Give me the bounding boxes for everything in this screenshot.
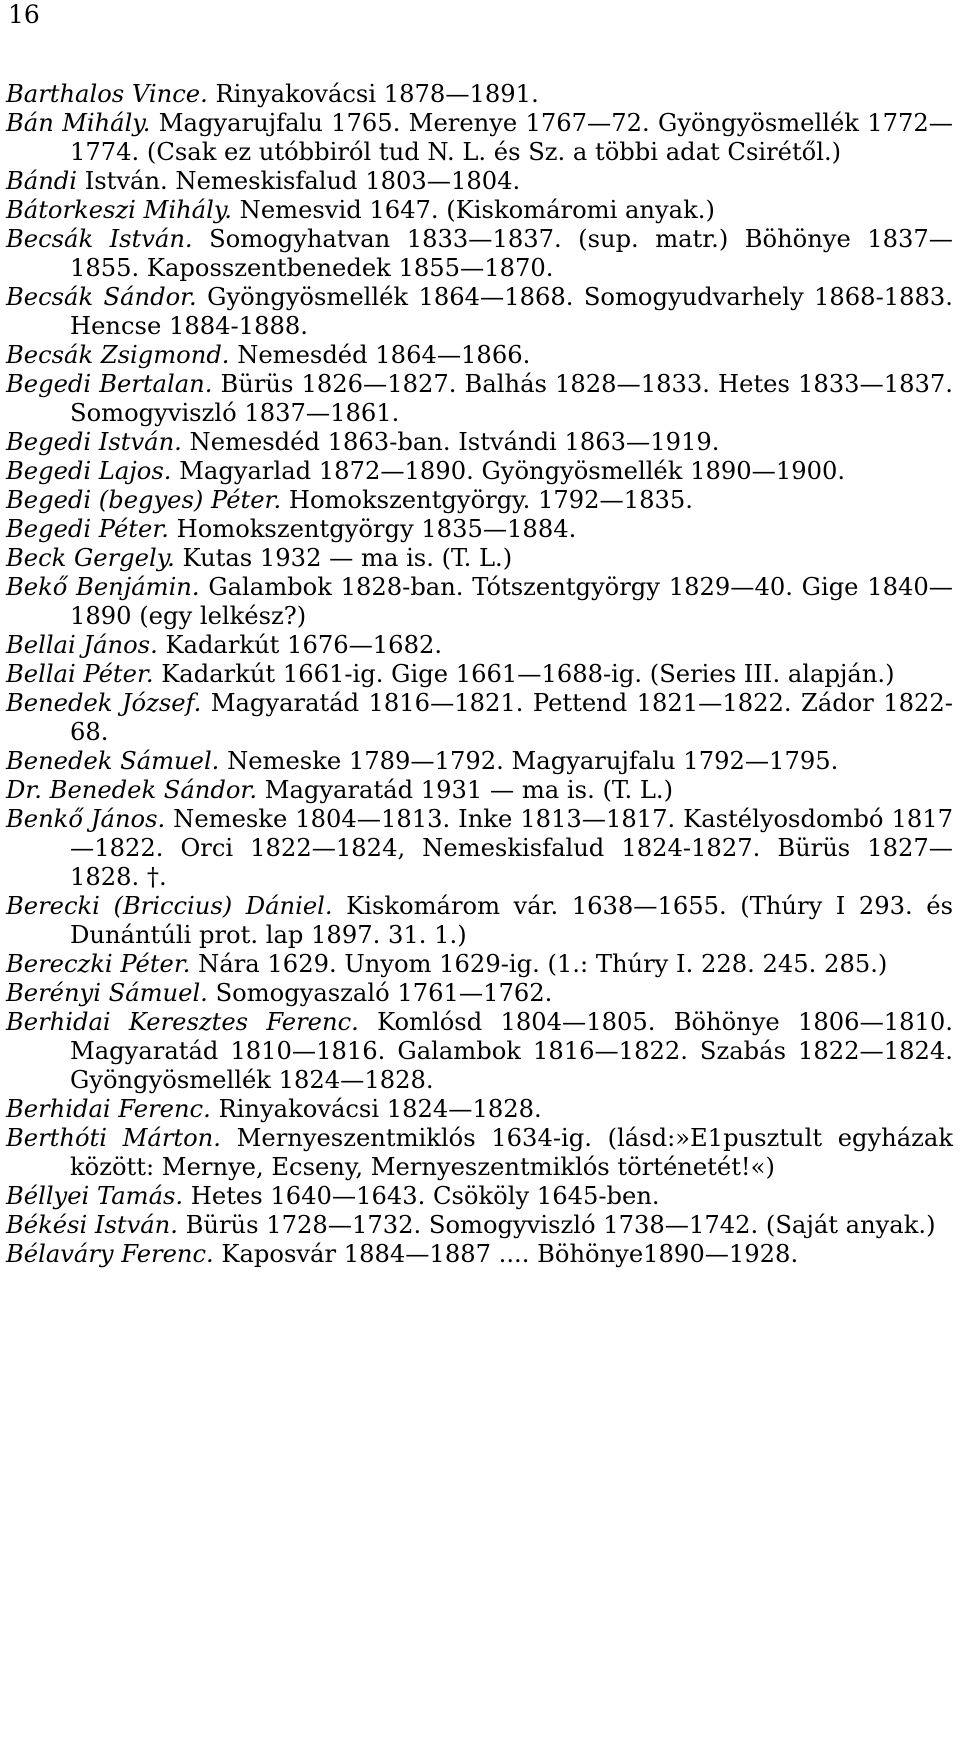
entry-details: Nemesdéd 1863-ban. Istvándi 1863—1919.: [181, 428, 720, 456]
entry-list: [6, 80, 953, 1269]
entry-details: Kaposvár 1884—1887 .... Böhönye1890—1928.: [213, 1240, 799, 1268]
entry-name: Bátorkeszi Mihály.: [6, 196, 232, 224]
entry: [6, 283, 953, 341]
entry-details: Rinyakovácsi 1824—1828.: [210, 1095, 542, 1123]
entry-details: Komlósd 1804—1805. Böhönye 1806—1810. Magyaratád 1810—1816. Galambok 1816—1822. Szabás 1822—1824. Gyöngyösmellék 1824—1828.: [70, 1008, 953, 1094]
entry: [6, 457, 953, 486]
entry-details: Nára 1629. Unyom 1629-ig. (1.: Thúry I. 228. 245. 285.): [190, 950, 888, 978]
entry: [6, 196, 953, 225]
entry-details: István. Nemeskisfalud 1803—1804.: [77, 167, 521, 195]
entry-details: Magyarujfalu 1765. Merenye 1767—72. Gyöngyösmellék 1772—1774. (Csak ez utóbbiról tud N. L. és Sz. a többi adat Csirétől.): [70, 109, 953, 166]
entry-name: Dr. Benedek Sándor.: [6, 776, 258, 804]
entry: [6, 486, 953, 515]
entry: [6, 805, 953, 892]
entry: [6, 950, 953, 979]
entry-name: Berecki (Briccius) Dániel.: [6, 892, 333, 920]
entry-name: Bán Mihály.: [6, 109, 151, 137]
entry-details: Kiskomárom vár. 1638—1655. (Thúry I 293. és Dunántúli prot. lap 1897. 31. 1.): [70, 892, 953, 949]
entry-details: Kadarkút 1661-ig. Gige 1661—1688-ig. (Series III. alapján.): [153, 660, 895, 688]
entry: [6, 1211, 953, 1240]
page-number: 16: [8, 0, 40, 29]
entry: [6, 515, 953, 544]
entry-name: Bándi: [6, 167, 77, 195]
entry-name: Berthóti Márton.: [6, 1124, 221, 1152]
entry-name: Berhidai Keresztes Ferenc.: [6, 1008, 359, 1036]
entry-name: Bellai János.: [6, 631, 158, 659]
entry: [6, 1240, 953, 1269]
entry-details: Mernyeszentmiklós 1634-ig. (lásd:»E1pusztult egyházak között: Mernye, Ecseny, Mernyeszentmiklós történetét!«): [70, 1124, 953, 1181]
entry-name: Begedi Bertalan.: [6, 370, 213, 398]
entry: [6, 1182, 953, 1211]
entry-details: Nemeske 1789—1792. Magyarujfalu 1792—1795.: [219, 747, 839, 775]
entry: [6, 631, 953, 660]
entry-name: Bereczki Péter.: [6, 950, 191, 978]
entry-details: Magyaratád 1931 — ma is. (T. L.): [257, 776, 674, 804]
entry-name: Béllyei Tamás.: [6, 1182, 184, 1210]
entry: [6, 167, 953, 196]
entry-name: Begedi István.: [6, 428, 182, 456]
entry-details: Bürüs 1728—1732. Somogyviszló 1738—1742. (Saját anyak.): [177, 1211, 936, 1239]
entry-name: Barthalos Vince.: [6, 80, 208, 108]
entry-details: Magyaratád 1816—1821. Pettend 1821—1822. Zádor 1822-68.: [70, 689, 953, 746]
entry: [6, 428, 953, 457]
entry-name: Békési István.: [6, 1211, 178, 1239]
entry: [6, 80, 953, 109]
entry-details: Kadarkút 1676—1682.: [157, 631, 443, 659]
entry-name: Bellai Péter.: [6, 660, 154, 688]
entry: [6, 660, 953, 689]
entry-details: Hetes 1640—1643. Csököly 1645-ben.: [183, 1182, 660, 1210]
entry-name: Begedi (begyes) Péter.: [6, 486, 282, 514]
entry: [6, 370, 953, 428]
entry-name: Benedek József.: [6, 689, 202, 717]
entry-name: Berényi Sámuel.: [6, 979, 208, 1007]
entry: [6, 573, 953, 631]
entry-details: Somogyaszaló 1761—1762.: [207, 979, 553, 1007]
entry: [6, 1008, 953, 1095]
entry-name: Becsák Sándor.: [6, 283, 197, 311]
entry-details: Gyöngyösmellék 1864—1868. Somogyudvarhely 1868-1883. Hencse 1884-1888.: [70, 283, 953, 340]
entry-details: Kutas 1932 — ma is. (T. L.): [174, 544, 513, 572]
entry-details: Rinyakovácsi 1878—1891.: [207, 80, 539, 108]
entry-name: Begedi Lajos.: [6, 457, 172, 485]
entry: [6, 544, 953, 573]
entry: [6, 341, 953, 370]
entry: [6, 225, 953, 283]
entry-name: Bekő Benjámin.: [6, 573, 200, 601]
entry: [6, 979, 953, 1008]
entry: [6, 747, 953, 776]
entry: [6, 689, 953, 747]
entry-details: Bürüs 1826—1827. Balhás 1828—1833. Hetes 1833—1837. Somogyviszló 1837—1861.: [70, 370, 953, 427]
entry: [6, 1095, 953, 1124]
entry-details: Nemesdéd 1864—1866.: [229, 341, 531, 369]
entry-name: Begedi Péter.: [6, 515, 169, 543]
entry-details: Homokszentgyörgy. 1792—1835.: [281, 486, 693, 514]
entry: [6, 776, 953, 805]
entry-details: Galambok 1828-ban. Tótszentgyörgy 1829—40. Gige 1840—1890 (egy lelkész?): [70, 573, 953, 630]
entry-details: Nemeske 1804—1813. Inke 1813—1817. Kastélyosdombó 1817—1822. Orci 1822—1824, Nemeskisfalud 1824-1827. Bürüs 1827—1828. †.: [70, 805, 953, 891]
entry: [6, 892, 953, 950]
entry: [6, 1124, 953, 1182]
entry-details: Homokszentgyörgy 1835—1884.: [168, 515, 577, 543]
entry-details: Magyarlad 1872—1890. Gyöngyösmellék 1890—1900.: [171, 457, 846, 485]
entry-details: Nemesvid 1647. (Kiskomáromi anyak.): [231, 196, 715, 224]
entry: [6, 109, 953, 167]
entry-name: Beck Gergely.: [6, 544, 175, 572]
entry-name: Berhidai Ferenc.: [6, 1095, 211, 1123]
entry-name: Bélaváry Ferenc.: [6, 1240, 214, 1268]
entry-name: Becsák Zsigmond.: [6, 341, 230, 369]
entry-name: Benkő János.: [6, 805, 166, 833]
entry-name: Becsák István.: [6, 225, 193, 253]
entry-details: Somogyhatvan 1833—1837. (sup. matr.) Böhönye 1837—1855. Kaposszentbenedek 1855—1870.: [70, 225, 953, 282]
entry-name: Benedek Sámuel.: [6, 747, 220, 775]
